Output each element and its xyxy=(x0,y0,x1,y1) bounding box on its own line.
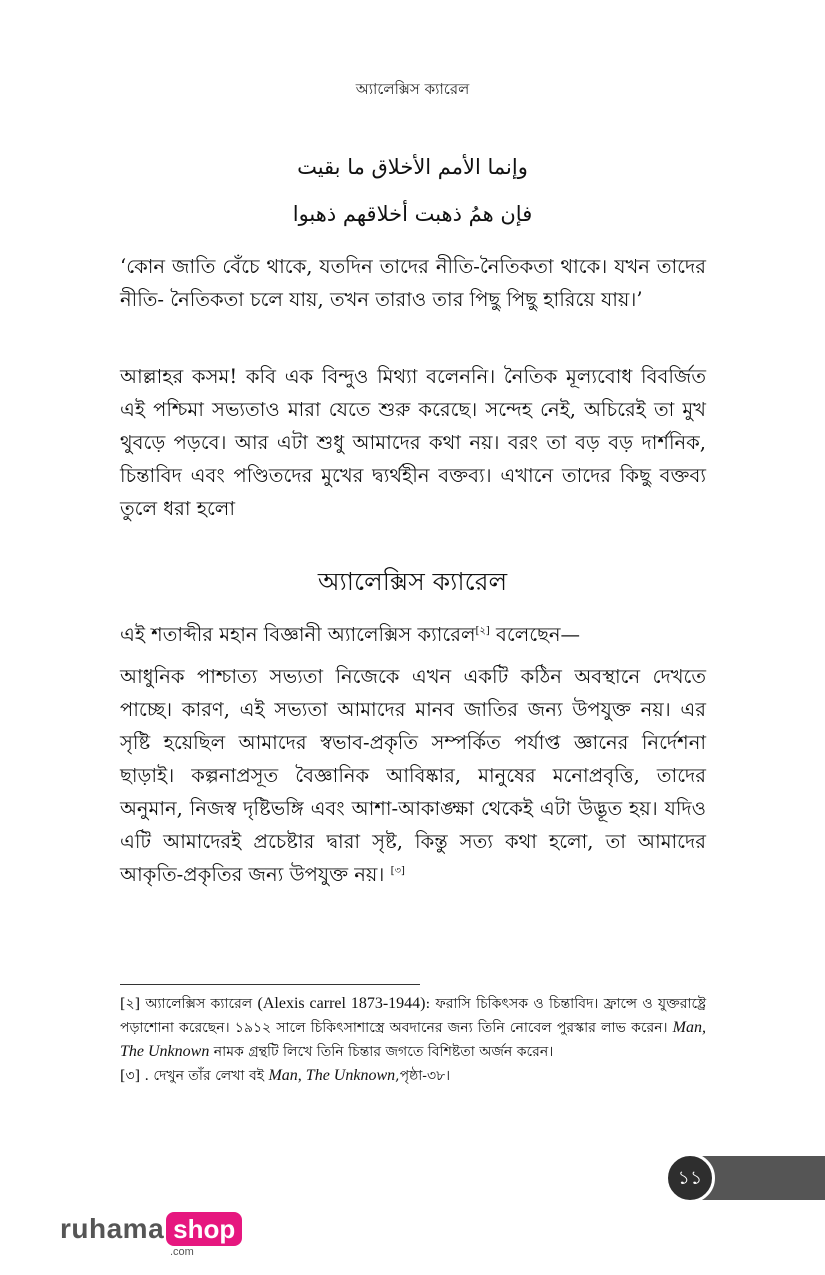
footnote-ref-3[interactable]: [৩] xyxy=(390,865,405,877)
verse-translation-paragraph: ‘কোন জাতি বেঁচে থাকে, যতদিন তাদের নীতি-নৈতিকতা থাকে। যখন তাদের নীতি- নৈতিকতা চলে যায়, তখন তারাও তার পিছু পিছু হারিয়ে যায়।’ xyxy=(120,255,706,311)
footnote-3-text: [৩] . দেখুন তাঁর লেখা বই xyxy=(120,1068,269,1084)
footnote-3-text-end: ,পৃষ্ঠা-৩৮। xyxy=(395,1068,451,1084)
footnote-2-text-cont: : ফরাসি চিকিৎসক ও চিন্তাবিদ। ফ্রান্সে ও যুক্তরাষ্ট্রে পড়াশোনা করেছেন। ১৯১২ সালে চিকিৎসাশাস্ত্রে অবদানের জন্য তিনি নোবেল পুরস্কার লাভ করেন। xyxy=(120,996,707,1036)
carrel-quote-text: আধুনিক পাশ্চাত্য সভ্যতা নিজেকে এখন একটি কঠিন অবস্থানে দেখতে পাচ্ছে। কারণ, এই সভ্যতা আমাদের মানব জাতির জন্য উপযুক্ত নয়। এর সৃষ্টি হয়েছিল আমাদের স্বভাব-প্রকৃতি সম্পর্কিত পর্যাপ্ত জ্ঞানের নির্দেশনা ছাড়াই। কল্পনাপ্রসূত বৈজ্ঞানিক আবিষ্কার, মানুষের মনোপ্রবৃত্তি, তাদের অনুমান, নিজস্ব দৃষ্টিভঙ্গি এবং আশা-আকাঙ্ক্ষা থেকেই এটা উদ্ভূত হয়। যদিও এটি আমাদেরই প্রচেষ্টার দ্বারা সৃষ্ট, কিন্তু সত্য কথা হলো, তা আমাদের আকৃতি-প্রকৃতির জন্য উপযুক্ত নয়। xyxy=(120,665,706,886)
footnotes xyxy=(120,992,706,1088)
running-header: অ্যালেক্সিস ক্যারেল xyxy=(355,80,470,98)
ruhamashop-logo[interactable] xyxy=(60,1212,242,1260)
footnote-3 xyxy=(120,1064,706,1088)
footnote-ref-2[interactable]: [২] xyxy=(475,625,490,637)
carrel-quote-paragraph xyxy=(120,660,706,891)
arabic-verse-line-1: وإنما الأمم الأخلاق ما بقيت xyxy=(297,155,528,179)
footnote-3-book-title: Man, The Unknown xyxy=(268,1067,396,1084)
footnote-2-book-title: Man, The Unknown xyxy=(120,1019,706,1060)
footnote-2-text: [২] অ্যালেক্সিস ক্যারেল xyxy=(120,996,258,1012)
page-number: ১১ xyxy=(665,1153,715,1203)
logo-domain: .com xyxy=(170,1246,194,1258)
arabic-verse-line-2: فإن همُ ذهبت أخلاقهم ذهبوا xyxy=(292,202,533,226)
footnote-divider xyxy=(120,984,420,985)
section-title: অ্যালেক্সিস ক্যারেল xyxy=(317,567,508,596)
intro-text-end: বলেছেন— xyxy=(489,623,581,646)
logo-text: ruhama xyxy=(60,1213,165,1244)
footnote-2-text-end: নামক গ্রন্থটি লিখে তিনি চিন্তার জগতে বিশিষ্টতা অর্জন করেন। xyxy=(209,1044,554,1060)
intro-quote-line xyxy=(120,618,706,651)
commentary-paragraph: আল্লাহর কসম! কবি এক বিন্দুও মিথ্যা বলেননি। নৈতিক মূল্যবোধ বিবর্জিত এই পশ্চিমা সভ্যতাও মারা যেতে শুরু করেছে। সন্দেহ নেই, অচিরেই তা মুখ থুবড়ে পড়বে। আর এটা শুধু আমাদের কথা নয়। বরং তা বড় বড় দার্শনিক, চিন্তাবিদ এবং পণ্ডিতদের মুখের দ্ব্যর্থহীন বক্তব্য। এখানে তাদের কিছু বক্তব্য তুলে ধরা হলো xyxy=(120,365,706,520)
intro-text: এই শতাব্দীর মহান বিজ্ঞানী অ্যালেক্সিস ক্যারেল xyxy=(120,623,476,646)
logo-shop-badge: shop xyxy=(166,1212,242,1246)
footnote-2-english: (Alexis carrel 1873-1944) xyxy=(257,995,426,1012)
footnote-2 xyxy=(120,992,706,1064)
